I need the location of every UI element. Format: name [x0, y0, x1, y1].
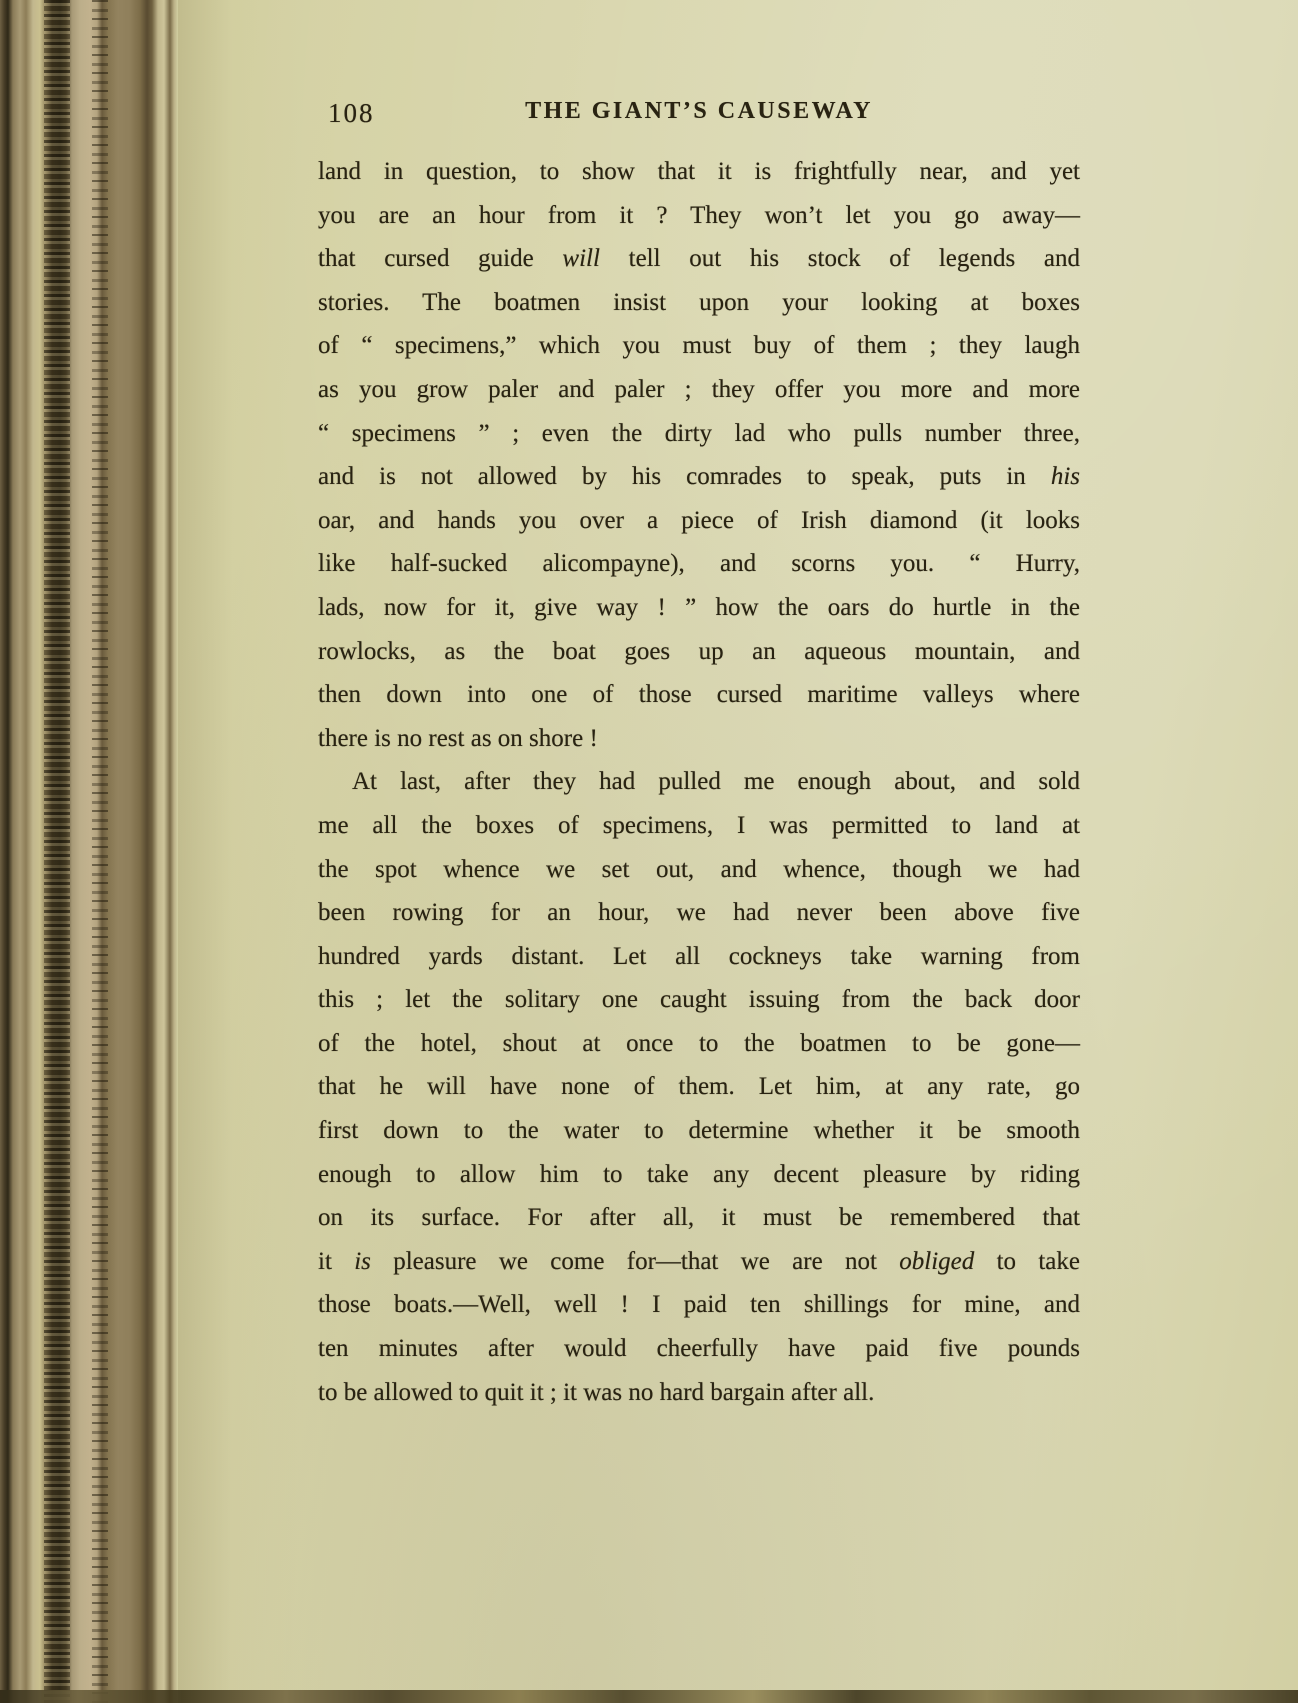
text-segment: there is no rest as on shore ! [318, 724, 598, 752]
text-line [318, 673, 1080, 717]
text-segment: to be allowed to quit it ; it was no hard bargain after all. [318, 1378, 875, 1406]
text-line [318, 281, 1080, 325]
text-line [318, 1196, 1080, 1240]
text-line [318, 499, 1080, 543]
text-segment: that he will have none of them. Let him, at any rate, go [318, 1073, 1080, 1101]
text-segment: pleasure we come for—that we are not [370, 1247, 900, 1275]
text-segment: and is not allowed by his comrades to speak, puts in [318, 463, 1051, 491]
text-segment: tell out his stock of legends and [599, 245, 1080, 273]
text-line [318, 978, 1080, 1022]
text-segment: those boats.—Well, well ! I paid ten shillings for mine, and [318, 1291, 1080, 1319]
photo-bottom-edge [0, 1690, 1298, 1703]
text-line [318, 455, 1080, 499]
text-line [318, 760, 1080, 804]
text-line [318, 891, 1080, 935]
text-segment: of the hotel, shout at once to the boatmen to be gone— [318, 1029, 1080, 1057]
text-segment: me all the boxes of specimens, I was permitted to land at [318, 811, 1080, 839]
text-line [318, 1327, 1080, 1371]
text-segment: hundred yards distant. Let all cockneys take warning from [318, 942, 1080, 970]
text-line [318, 542, 1080, 586]
text-segment: of “ specimens,” which you must buy of them ; they laugh [318, 332, 1080, 360]
page-gutter-shadow [178, 0, 298, 1703]
text-segment: you are an hour from it ? They won’t let you go away— [318, 201, 1080, 229]
text-segment: as you grow paler and paler ; they offer you more and more [318, 375, 1080, 403]
text-segment: ten minutes after would cheerfully have paid five pounds [318, 1335, 1080, 1363]
text-segment: rowlocks, as the boat goes up an aqueous mountain, and [318, 637, 1080, 665]
text-segment: land in question, to show that it is frightfully near, and yet [318, 158, 1080, 185]
text-segment: been rowing for an hour, we had never been above five [318, 899, 1080, 927]
running-header [318, 96, 1080, 136]
italic-word: is [354, 1247, 371, 1275]
text-segment: then down into one of those cursed maritime valleys where [318, 681, 1080, 709]
italic-word: his [1050, 463, 1080, 491]
text-line [318, 324, 1080, 368]
text-line [318, 194, 1080, 238]
text-line [318, 237, 1080, 281]
page-text [318, 150, 1080, 1414]
book-page [318, 0, 1080, 1414]
text-segment: on its surface. For after all, it must be remembered that [318, 1204, 1080, 1232]
text-segment: stories. The boatmen insist upon your looking at boxes [318, 288, 1080, 316]
text-line [318, 586, 1080, 630]
italic-word: will [562, 245, 600, 273]
text-segment: At last, after they had pulled me enough about, and sold [352, 768, 1080, 796]
text-line [318, 1065, 1080, 1109]
page-number: 108 [328, 98, 375, 128]
text-segment: that cursed guide [318, 245, 563, 273]
italic-word: obliged [899, 1247, 975, 1275]
text-segment: “ specimens ” ; even the dirty lad who pulls number three, [318, 419, 1080, 447]
stacked-page-edges [0, 0, 178, 1703]
text-line [318, 630, 1080, 674]
text-line [318, 1283, 1080, 1327]
text-segment: to take [974, 1247, 1080, 1275]
text-segment: lads, now for it, give way ! ” how the oars do hurtle in the [318, 593, 1080, 621]
text-line [318, 1371, 1080, 1415]
text-line [318, 717, 1080, 761]
text-segment: oar, and hands you over a piece of Irish diamond (it looks [318, 506, 1080, 534]
text-segment: this ; let the solitary one caught issuing from the back door [318, 986, 1080, 1014]
text-line [318, 804, 1080, 848]
text-segment: enough to allow him to take any decent pleasure by riding [318, 1160, 1080, 1188]
text-line [318, 412, 1080, 456]
text-line [318, 1109, 1080, 1153]
running-title: THE GIANT’S CAUSEWAY [525, 98, 873, 124]
text-line [318, 848, 1080, 892]
text-segment: like half-sucked alicompayne), and scorns you. “ Hurry, [318, 550, 1080, 578]
text-segment: it [318, 1247, 355, 1275]
text-line [318, 935, 1080, 979]
text-line [318, 1240, 1080, 1284]
text-segment: first down to the water to determine whether it be smooth [318, 1117, 1080, 1145]
text-line [318, 368, 1080, 412]
text-line [318, 1153, 1080, 1197]
text-line [318, 150, 1080, 194]
text-segment: the spot whence we set out, and whence, though we had [318, 855, 1080, 883]
text-line [318, 1022, 1080, 1066]
